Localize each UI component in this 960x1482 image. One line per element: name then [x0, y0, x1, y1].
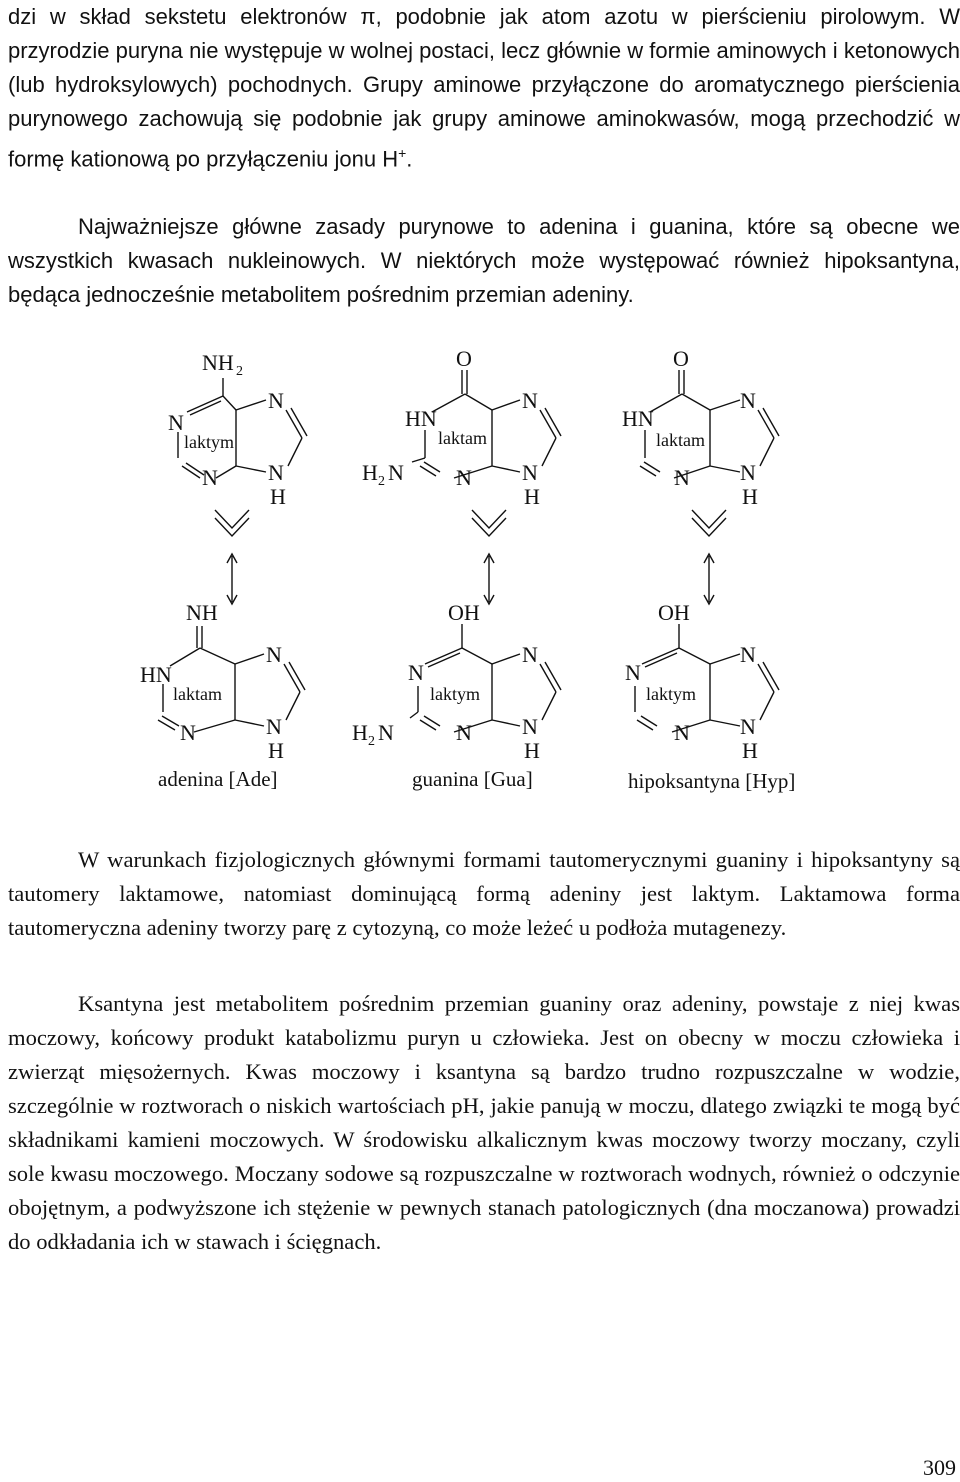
label-h: H	[742, 738, 758, 763]
label-n: N	[266, 714, 282, 739]
paragraph-1-text: dzi w skład sekstetu elektronów π, podobnie jak atom azotu w pierścieniu pirolowym. W przyrodzie puryna nie występuje w wolnej postaci, lecz głównie w formie aminowych i ketonowych (lub hydroksylowych) pochodnych. Grupy aminowe przyłączone do aromatycznego pierścienia purynowego zachowują się podobnie jak grupy aminowe aminokwasów, mogą przechodzić w formę kationową po przyłączeniu jonu H	[8, 4, 960, 172]
label-n: N	[268, 388, 284, 413]
label-n: N	[674, 720, 690, 745]
page-number: 309	[923, 1455, 956, 1480]
hypoxanthine-lactim-structure	[635, 624, 779, 732]
label-sub-2: 2	[378, 474, 385, 489]
label-oh: OH	[448, 600, 480, 625]
label-n: N	[456, 720, 472, 745]
label-sub-2: 2	[236, 364, 243, 379]
label-n: N	[202, 465, 218, 490]
label-h: H	[742, 484, 758, 509]
label-n: N	[740, 642, 756, 667]
label-hn: HN	[405, 406, 437, 431]
ring-label-laktam: laktam	[656, 430, 705, 450]
tautomer-figure	[0, 330, 960, 810]
label-n: N	[408, 660, 424, 685]
paragraph-1-end: .	[406, 146, 413, 172]
label-n: N	[522, 388, 538, 413]
adenine-imino-structure	[158, 626, 305, 732]
ring-label-laktym: laktym	[184, 432, 234, 452]
label-n: N	[456, 465, 472, 490]
superscript-plus: +	[398, 145, 407, 161]
label-h: H	[268, 738, 284, 763]
paragraph-2: Najważniejsze główne zasady purynowe to adenina i guanina, które są obecne we wszystkich kwasach nukleinowych. W niektórych może występować również hipoksantyna, będąca jednocześnie metabolitem pośrednim przemian adeniny.	[8, 214, 960, 307]
label-hn: HN	[622, 406, 654, 431]
label-hn: HN	[140, 662, 172, 687]
ring-label-laktam: laktam	[438, 428, 487, 448]
label-sub-2: 2	[368, 734, 375, 749]
guanine-lactim-structure	[410, 624, 561, 732]
paragraph-4: Ksantyna jest metabolitem pośrednim przemian guaniny oraz adeniny, powstaje z niej kwas moczowy, końcowy produkt katabolizmu puryn u człowieka. Jest on obecny w moczu człowieka i zwierząt mięsożernych. Kwas moczowy i ksantyna są bardzo trudno rozpuszczalne w wodzie, szczególnie w roztworach o niskich wartościach pH, jakie panują w moczu, dlatego związki te mogą być składnikami kamieni moczowych. W środowisku alkalicznym kwas moczowy tworzy moczany, czyli sole kwasu moczowego. Moczany sodowe są rozpuszczalne w roztworach wodnych, również o odczynie obojętnym, a podwyższone ich stężenie w pewnych stanach patologicznych (dna moczanowa) prowadzi do odkładania ich w stawach i ścięgnach.	[8, 991, 960, 1254]
paragraph-1	[8, 0, 960, 176]
ring-label-laktam: laktam	[173, 684, 222, 704]
caption-adenine: adenina [Ade]	[158, 767, 278, 791]
caption-hypoxanthine: hipoksantyna [Hyp]	[628, 769, 796, 793]
label-n: N	[522, 460, 538, 485]
label-n: N	[180, 720, 196, 745]
label-oh: OH	[658, 600, 690, 625]
label-n: N	[522, 642, 538, 667]
label-n: N	[168, 410, 184, 435]
ring-label-laktym: laktym	[646, 684, 696, 704]
label-n: N	[268, 460, 284, 485]
hypoxanthine-lactam-structure	[640, 370, 779, 478]
label-o: O	[673, 346, 689, 371]
label-h: H	[524, 738, 540, 763]
label-h2n: H	[352, 720, 368, 745]
equilibrium-arrows	[215, 510, 726, 604]
label-h: H	[270, 484, 286, 509]
label-n: N	[388, 460, 404, 485]
label-n: N	[522, 714, 538, 739]
ring-label-laktym: laktym	[430, 684, 480, 704]
label-o: O	[456, 346, 472, 371]
label-n: N	[740, 388, 756, 413]
label-n: N	[740, 714, 756, 739]
label-nh2: NH	[202, 350, 234, 375]
label-n: N	[674, 465, 690, 490]
label-h2n: H	[362, 460, 378, 485]
label-h: H	[524, 484, 540, 509]
label-nh: NH	[186, 600, 218, 625]
label-n: N	[740, 460, 756, 485]
label-n: N	[625, 660, 641, 685]
paragraph-3: W warunkach fizjologicznych głównymi formami tautomerycznymi guaniny i hipoksantyny są tautomery laktamowe, natomiast dominującą formą adeniny jest laktym. Laktamowa forma tautomeryczna adeniny tworzy parę z cytozyną, co może leżeć u podłoża mutagenezy.	[8, 847, 960, 940]
label-n: N	[266, 642, 282, 667]
label-n: N	[378, 720, 394, 745]
adenine-amino-structure	[178, 378, 307, 478]
caption-guanine: guanina [Gua]	[412, 767, 533, 791]
